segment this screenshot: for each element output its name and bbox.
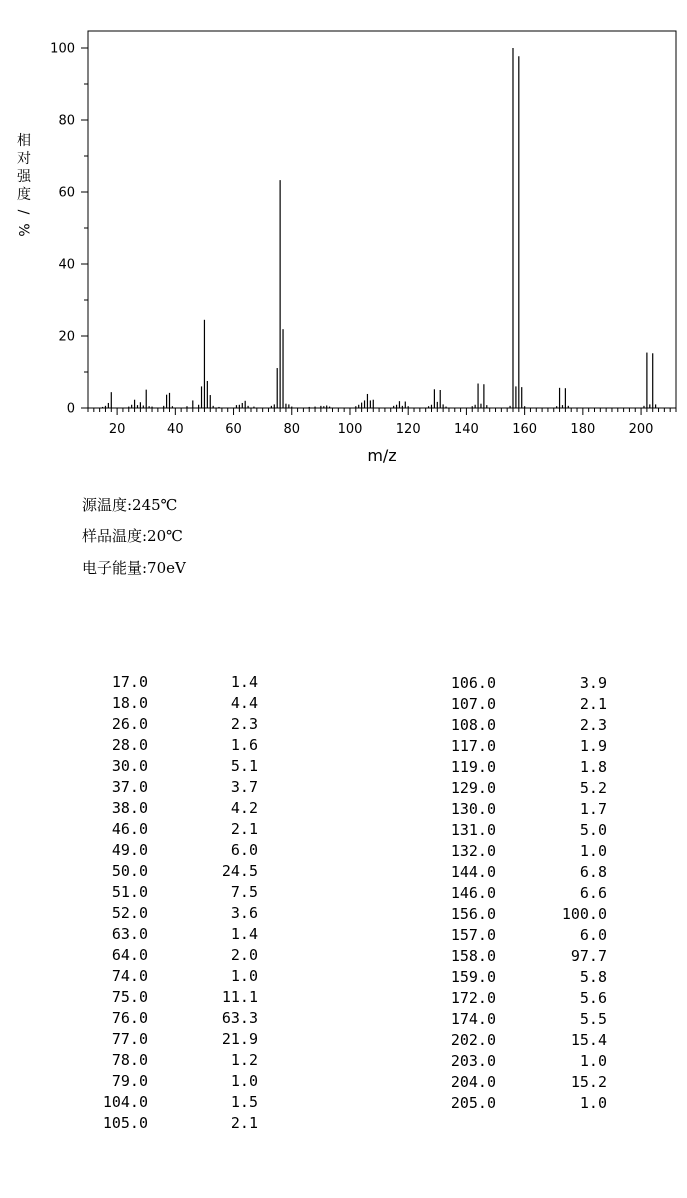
source-temperature: 源温度:245℃	[82, 496, 178, 514]
y-tick-label: 20	[58, 329, 75, 345]
relative-abundance: 1.0	[579, 1052, 607, 1070]
mz-value: 129.0	[450, 779, 496, 797]
relative-abundance: 2.1	[579, 695, 607, 713]
mz-value: 132.0	[450, 842, 496, 860]
peak-table-row	[428, 1030, 607, 1051]
y-axis-label-char: %	[15, 223, 31, 237]
mz-value: 203.0	[450, 1052, 496, 1070]
mz-value: 146.0	[450, 884, 496, 902]
peak-table-row	[82, 672, 258, 693]
relative-abundance: 21.9	[221, 1030, 258, 1048]
mz-value: 117.0	[450, 737, 496, 755]
relative-abundance: 3.6	[230, 904, 258, 922]
mz-value: 106.0	[450, 674, 496, 692]
relative-abundance: 2.3	[579, 716, 607, 734]
peak-table-row	[82, 819, 258, 840]
x-axis-ticks	[88, 408, 676, 437]
mz-value: 158.0	[450, 947, 496, 965]
relative-abundance: 5.0	[579, 821, 607, 839]
peak-table-row	[428, 1051, 607, 1072]
sample-temperature: 样品温度:20℃	[82, 527, 183, 545]
relative-abundance: 63.3	[221, 1009, 258, 1027]
peak-table-row	[428, 1093, 607, 1114]
peak-table-row	[428, 736, 607, 757]
mz-value: 77.0	[111, 1030, 148, 1048]
y-tick-label: 0	[66, 401, 75, 417]
peak-table-right	[428, 673, 607, 1114]
x-tick-label: 120	[395, 422, 421, 437]
peak-table-row	[82, 966, 258, 987]
relative-abundance: 11.1	[221, 988, 258, 1006]
relative-abundance: 2.0	[230, 946, 258, 964]
mz-value: 108.0	[450, 716, 496, 734]
mz-value: 76.0	[111, 1009, 148, 1027]
mz-value: 30.0	[111, 757, 148, 775]
peak-table-row	[82, 693, 258, 714]
relative-abundance: 15.2	[570, 1073, 607, 1091]
mz-value: 105.0	[102, 1114, 148, 1132]
peak-table-row	[428, 841, 607, 862]
relative-abundance: 15.4	[570, 1031, 607, 1049]
peak-table-row	[82, 1092, 258, 1113]
peak-table-row	[428, 946, 607, 967]
x-tick-label: 40	[167, 422, 184, 437]
relative-abundance: 1.0	[230, 1072, 258, 1090]
mz-value: 159.0	[450, 968, 496, 986]
mz-value: 52.0	[111, 904, 148, 922]
mz-value: 18.0	[111, 694, 148, 712]
relative-abundance: 1.5	[230, 1093, 258, 1111]
mz-value: 202.0	[450, 1031, 496, 1049]
mz-value: 79.0	[111, 1072, 148, 1090]
mz-value: 63.0	[111, 925, 148, 943]
peak-table-row	[82, 1029, 258, 1050]
x-tick-label: 200	[628, 422, 654, 437]
mz-value: 37.0	[111, 778, 148, 796]
electron-energy: 电子能量:70eV	[82, 559, 186, 577]
mz-value: 38.0	[111, 799, 148, 817]
relative-abundance: 1.2	[230, 1051, 258, 1069]
y-axis-ticks	[50, 42, 88, 417]
mz-value: 204.0	[450, 1073, 496, 1091]
relative-abundance: 1.9	[579, 737, 607, 755]
peak-table-row	[428, 778, 607, 799]
relative-abundance: 5.2	[579, 779, 607, 797]
mz-value: 174.0	[450, 1010, 496, 1028]
relative-abundance: 97.7	[570, 947, 607, 965]
relative-abundance: 2.1	[230, 820, 258, 838]
relative-abundance: 2.1	[230, 1114, 258, 1132]
peak-table-row	[82, 987, 258, 1008]
peak-table-row	[82, 756, 258, 777]
peak-table-row	[428, 673, 607, 694]
peak-table-row	[82, 861, 258, 882]
peak-table-row	[82, 903, 258, 924]
peak-table-row	[428, 757, 607, 778]
mz-value: 172.0	[450, 989, 496, 1007]
peak-table-row	[82, 1050, 258, 1071]
x-tick-label: 20	[108, 422, 126, 437]
peak-table-row	[82, 735, 258, 756]
relative-abundance: 5.8	[579, 968, 607, 986]
mz-value: 144.0	[450, 863, 496, 881]
relative-abundance: 7.5	[230, 883, 258, 901]
peak-table-left	[82, 672, 258, 1134]
peak-table-row	[82, 840, 258, 861]
mz-value: 64.0	[111, 946, 148, 964]
relative-abundance: 1.0	[230, 967, 258, 985]
x-tick-label: 140	[454, 422, 479, 437]
relative-abundance: 5.6	[579, 989, 607, 1007]
peak-table-row	[82, 1113, 258, 1134]
mz-value: 74.0	[111, 967, 148, 985]
peak-table-row	[428, 799, 607, 820]
mz-value: 50.0	[111, 862, 148, 880]
peak-table-row	[428, 1072, 607, 1093]
mz-value: 46.0	[111, 820, 148, 838]
y-axis-label-char: 相	[17, 133, 31, 149]
relative-abundance: 5.1	[230, 757, 258, 775]
relative-abundance: 1.7	[579, 800, 607, 818]
relative-abundance: 4.4	[230, 694, 258, 712]
peak-table-row	[428, 967, 607, 988]
peak-bars	[103, 48, 656, 408]
relative-abundance: 1.4	[230, 673, 258, 691]
mz-value: 26.0	[111, 715, 148, 733]
relative-abundance: 24.5	[221, 862, 258, 880]
relative-abundance: 2.3	[230, 715, 258, 733]
peak-table-row	[428, 862, 607, 883]
y-tick-label: 40	[58, 257, 75, 273]
relative-abundance: 1.4	[230, 925, 258, 943]
x-tick-label: 180	[570, 422, 596, 437]
mz-value: 104.0	[102, 1093, 148, 1111]
relative-abundance: 6.0	[230, 841, 258, 859]
relative-abundance: 6.0	[579, 926, 607, 944]
mz-value: 205.0	[450, 1094, 496, 1112]
relative-abundance: 5.5	[579, 1010, 607, 1028]
y-tick-label: 60	[58, 185, 75, 201]
x-tick-label: 80	[283, 422, 301, 437]
relative-abundance: 6.8	[579, 863, 607, 881]
peak-table-row	[428, 925, 607, 946]
y-axis-label	[15, 132, 32, 237]
relative-abundance: 1.0	[579, 842, 607, 860]
mz-value: 28.0	[111, 736, 148, 754]
peak-table-row	[82, 1071, 258, 1092]
peak-table-row	[428, 883, 607, 904]
y-axis-label-char: /	[15, 209, 31, 215]
y-tick-label: 80	[58, 113, 75, 129]
plot-frame	[88, 31, 676, 408]
peak-table-row	[428, 1009, 607, 1030]
y-axis-label-char: 度	[17, 187, 31, 203]
relative-abundance: 3.7	[230, 778, 258, 796]
relative-abundance: 4.2	[230, 799, 258, 817]
peak-table-row	[82, 945, 258, 966]
mz-value: 157.0	[450, 926, 496, 944]
mz-value: 156.0	[450, 905, 496, 923]
relative-abundance: 1.6	[230, 736, 258, 754]
x-tick-label: 160	[512, 422, 538, 437]
y-axis-label-char: 强	[17, 169, 31, 185]
mz-value: 17.0	[111, 673, 148, 691]
peak-table-row	[428, 820, 607, 841]
x-axis-label: m/z	[367, 446, 397, 465]
relative-abundance: 1.8	[579, 758, 607, 776]
x-tick-label: 100	[337, 422, 363, 437]
y-tick-label: 100	[50, 41, 75, 57]
relative-abundance: 1.0	[579, 1094, 607, 1112]
relative-abundance: 6.6	[579, 884, 607, 902]
peak-table-row	[82, 777, 258, 798]
mz-value: 130.0	[450, 800, 496, 818]
peak-table-row	[82, 882, 258, 903]
mz-value: 75.0	[111, 988, 148, 1006]
x-tick-label: 60	[225, 422, 242, 437]
mz-value: 119.0	[450, 758, 496, 776]
mass-spectrum-chart	[0, 0, 687, 470]
mz-value: 49.0	[111, 841, 148, 859]
peak-table-row	[428, 988, 607, 1009]
mz-value: 51.0	[111, 883, 148, 901]
y-axis-label-char: 对	[17, 151, 31, 167]
peak-table-row	[428, 715, 607, 736]
mz-value: 131.0	[450, 821, 496, 839]
mz-value: 107.0	[450, 695, 496, 713]
relative-abundance: 3.9	[579, 674, 607, 692]
peak-table-row	[82, 924, 258, 945]
relative-abundance: 100.0	[561, 905, 607, 923]
peak-table-row	[428, 694, 607, 715]
peak-table-row	[428, 904, 607, 925]
peak-table-row	[82, 714, 258, 735]
peak-table-row	[82, 798, 258, 819]
mz-value: 78.0	[111, 1051, 148, 1069]
peak-table-row	[82, 1008, 258, 1029]
